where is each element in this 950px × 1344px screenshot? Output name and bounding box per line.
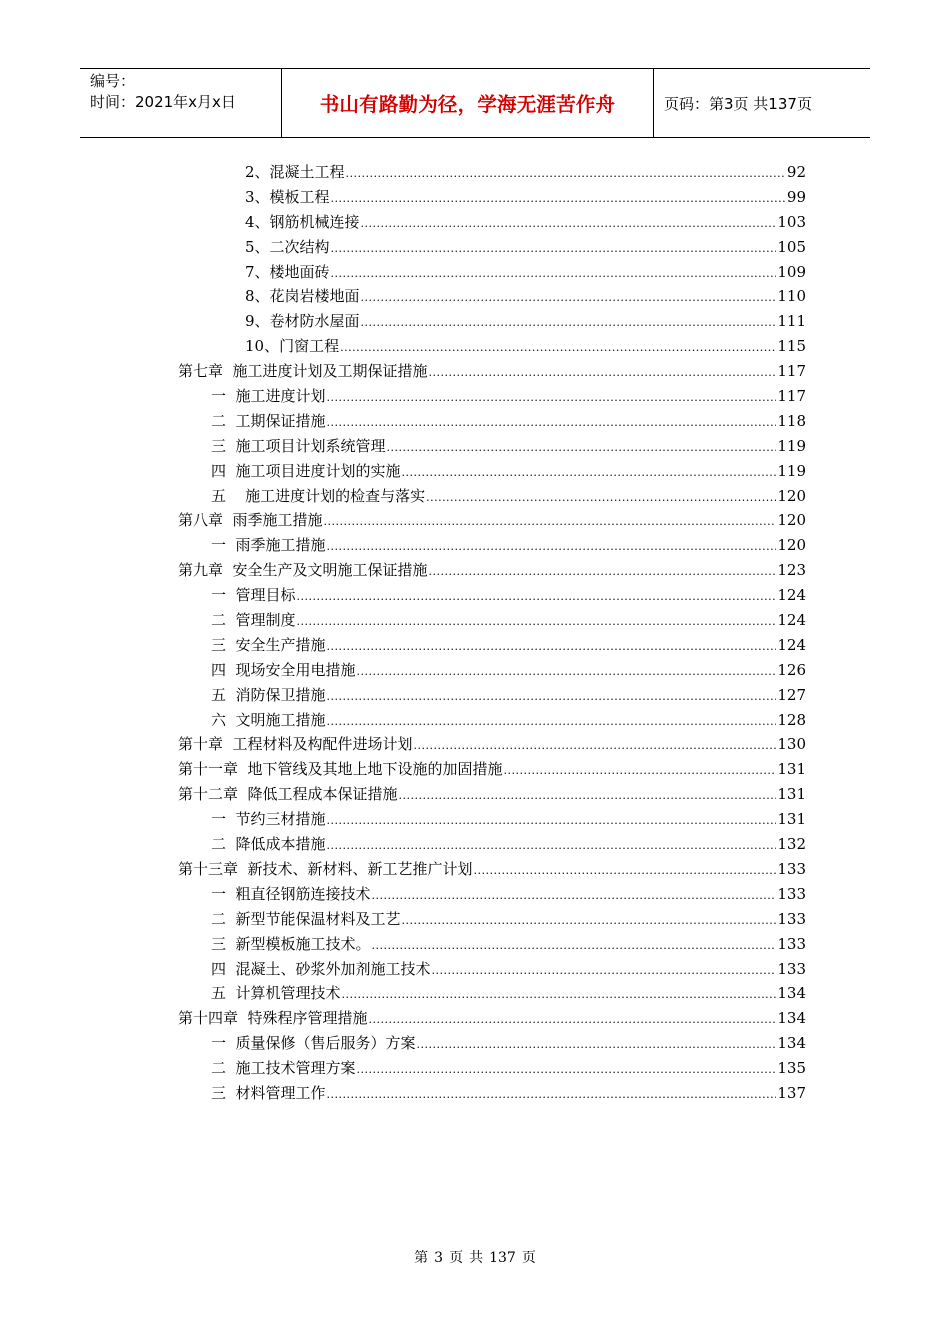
toc-entry-page: 117 — [777, 387, 806, 406]
toc-entry-page: 120 — [777, 486, 806, 505]
toc-entry[interactable] — [211, 932, 806, 959]
toc-entry[interactable] — [178, 508, 806, 535]
toc-leader-dots — [426, 486, 776, 511]
footer-total-prefix: 共 — [469, 1250, 484, 1266]
toc-leader-dots — [357, 660, 777, 685]
toc-leader-dots — [432, 959, 777, 984]
header-meta — [80, 69, 282, 137]
toc-entry-title: 7、楼地面砖 — [245, 262, 330, 281]
toc-entry[interactable] — [211, 409, 806, 436]
toc-leader-dots — [402, 461, 777, 486]
toc-entry-title: 第十四章 特殊程序管理措施 — [178, 1009, 368, 1028]
toc-row — [0, 210, 950, 235]
toc-entry[interactable] — [211, 882, 806, 909]
toc-leader-dots — [327, 710, 777, 735]
toc-entry-title: 9、卷材防水屋面 — [245, 312, 360, 331]
toc-row — [0, 907, 950, 932]
toc-entry-title: 二 管理制度 — [211, 611, 296, 630]
toc-leader-dots — [327, 635, 777, 660]
toc-leader-dots — [417, 1033, 777, 1058]
toc-row — [0, 1056, 950, 1081]
toc-entry[interactable] — [211, 583, 806, 610]
toc-leader-dots — [474, 859, 777, 884]
toc-row — [0, 957, 950, 982]
toc-row — [0, 1006, 950, 1031]
toc-entry-page: 135 — [777, 1059, 806, 1078]
toc-row — [0, 284, 950, 309]
toc-leader-dots — [327, 1083, 777, 1108]
toc-leader-dots — [331, 262, 777, 287]
toc-entry[interactable] — [211, 683, 806, 710]
toc-entry-page: 124 — [777, 611, 806, 630]
toc-row — [0, 235, 950, 260]
header-page-info: 页码：第3页 共137页 — [664, 94, 812, 113]
toc-leader-dots — [327, 411, 777, 436]
toc-leader-dots — [387, 436, 777, 461]
toc-entry-title: 二 施工技术管理方案 — [211, 1059, 356, 1078]
toc-row — [0, 484, 950, 509]
number-label: 编号： — [90, 72, 136, 90]
toc-leader-dots — [331, 237, 777, 262]
toc-leader-dots — [504, 759, 777, 784]
toc-leader-dots — [297, 610, 777, 635]
toc-leader-dots — [340, 336, 776, 361]
toc-entry[interactable] — [211, 832, 806, 859]
toc-entry-page: 124 — [777, 586, 806, 605]
toc-entry-title: 一 粗直径钢筋连接技术 — [211, 884, 371, 903]
footer-page-number: 3 — [434, 1250, 444, 1266]
toc-entry-page: 127 — [777, 685, 806, 704]
toc-entry-title: 10、门窗工程 — [245, 337, 340, 356]
toc-leader-dots — [327, 386, 777, 411]
toc-entry-page: 134 — [777, 1034, 806, 1053]
toc-entry-page: 130 — [777, 735, 806, 754]
toc-row — [0, 757, 950, 782]
toc-entry-page: 134 — [777, 1009, 806, 1028]
toc-entry-title: 第七章 施工进度计划及工期保证措施 — [178, 362, 428, 381]
toc-entry-title: 5、二次结构 — [245, 237, 330, 256]
toc-row — [0, 409, 950, 434]
toc-entry[interactable] — [211, 459, 806, 486]
toc-entry[interactable] — [211, 1056, 806, 1083]
toc-entry-title: 第十三章 新技术、新材料、新工艺推广计划 — [178, 859, 473, 878]
toc-row — [0, 981, 950, 1006]
toc-entry[interactable] — [211, 807, 806, 834]
toc-entry-page: 119 — [777, 436, 806, 455]
toc-entry-title: 五 施工进度计划的检查与落实 — [211, 486, 426, 505]
toc-leader-dots — [342, 983, 777, 1008]
toc-entry[interactable] — [211, 384, 806, 411]
toc-entry[interactable] — [211, 957, 806, 984]
document-header — [80, 68, 870, 138]
footer-mid: 页 — [449, 1250, 464, 1266]
toc-entry-page: 133 — [777, 884, 806, 903]
toc-entry-page: 132 — [777, 835, 806, 854]
toc-row — [0, 334, 950, 359]
toc-entry[interactable] — [178, 757, 806, 784]
toc-entry[interactable] — [211, 907, 806, 934]
toc-row — [0, 459, 950, 484]
toc-entry-title: 三 施工项目计划系统管理 — [211, 436, 386, 455]
toc-entry[interactable] — [211, 1081, 806, 1108]
toc-row — [0, 608, 950, 633]
toc-row — [0, 185, 950, 210]
toc-entry-title: 三 新型模板施工技术。 — [211, 934, 371, 953]
toc-row — [0, 309, 950, 334]
toc-row — [0, 359, 950, 384]
toc-leader-dots — [327, 535, 777, 560]
toc-leader-dots — [429, 560, 777, 585]
toc-row — [0, 832, 950, 857]
time-label: 时间：2021年x月x日 — [90, 93, 236, 111]
toc-entry-page: 117 — [777, 362, 806, 381]
toc-row — [0, 533, 950, 558]
toc-entry-title: 三 安全生产措施 — [211, 635, 326, 654]
toc-entry[interactable] — [211, 484, 806, 511]
toc-entry-title: 四 混凝土、砂浆外加剂施工技术 — [211, 959, 431, 978]
toc-entry-title: 五 计算机管理技术 — [211, 984, 341, 1003]
toc-entry-page: 103 — [777, 212, 806, 231]
toc-entry[interactable] — [211, 708, 806, 735]
toc-entry[interactable] — [211, 608, 806, 635]
toc-row — [0, 857, 950, 882]
toc-entry-title: 六 文明施工措施 — [211, 710, 326, 729]
toc-entry-title: 第十二章 降低工程成本保证措施 — [178, 785, 398, 804]
toc-leader-dots — [346, 162, 786, 187]
toc-row — [0, 558, 950, 583]
toc-entry[interactable] — [178, 732, 806, 759]
toc-entry[interactable] — [178, 857, 806, 884]
toc-leader-dots — [327, 685, 777, 710]
toc-entry-title: 一 管理目标 — [211, 586, 296, 605]
toc-entry-page: 133 — [777, 909, 806, 928]
toc-entry[interactable] — [178, 359, 806, 386]
toc-entry[interactable] — [245, 284, 806, 311]
toc-leader-dots — [327, 809, 777, 834]
toc-entry-page: 133 — [777, 859, 806, 878]
toc-entry-page: 119 — [777, 461, 806, 480]
toc-entry-page: 99 — [786, 187, 806, 206]
toc-entry-title: 三 材料管理工作 — [211, 1083, 326, 1102]
toc-leader-dots — [357, 1058, 777, 1083]
toc-entry[interactable] — [211, 658, 806, 685]
toc-row — [0, 384, 950, 409]
toc-entry-title: 四 现场安全用电措施 — [211, 660, 356, 679]
toc-entry-title: 第九章 安全生产及文明施工保证措施 — [178, 561, 428, 580]
toc-entry-page: 133 — [777, 934, 806, 953]
toc-entry-title: 4、钢筋机械连接 — [245, 212, 360, 231]
toc-row — [0, 583, 950, 608]
toc-leader-dots — [372, 934, 777, 959]
toc-leader-dots — [331, 187, 786, 212]
toc-row — [0, 160, 950, 185]
toc-row — [0, 683, 950, 708]
toc-row — [0, 782, 950, 807]
toc-entry-title: 8、花岗岩楼地面 — [245, 287, 360, 306]
toc-row — [0, 932, 950, 957]
toc-leader-dots — [361, 212, 777, 237]
toc-entry-title: 一 节约三材措施 — [211, 810, 326, 829]
toc-entry-page: 120 — [777, 536, 806, 555]
footer-total: 137 — [489, 1250, 516, 1266]
header-motto: 书山有路勤为径，学海无涯苦作舟 — [319, 93, 616, 116]
toc-entry-page: 110 — [777, 287, 806, 306]
toc-leader-dots — [324, 510, 777, 535]
toc-entry-title: 第八章 雨季施工措施 — [178, 511, 323, 530]
toc-entry-page: 115 — [777, 337, 806, 356]
toc-leader-dots — [372, 884, 777, 909]
toc-entry[interactable] — [245, 210, 806, 237]
toc-row — [0, 1081, 950, 1106]
page-footer — [0, 1247, 950, 1267]
toc-entry[interactable] — [178, 782, 806, 809]
toc-leader-dots — [361, 311, 777, 336]
toc-entry-title: 第十章 工程材料及构配件进场计划 — [178, 735, 413, 754]
toc-entry-title: 一 雨季施工措施 — [211, 536, 326, 555]
footer-suffix: 页 — [521, 1250, 536, 1266]
toc-leader-dots — [429, 361, 777, 386]
toc-row — [0, 508, 950, 533]
toc-entry-page: 111 — [777, 312, 806, 331]
toc-entry-page: 133 — [777, 959, 806, 978]
toc-leader-dots — [361, 286, 777, 311]
toc-entry-title: 一 质量保修（售后服务）方案 — [211, 1034, 416, 1053]
toc-entry[interactable] — [178, 1006, 806, 1033]
toc-leader-dots — [399, 784, 777, 809]
toc-row — [0, 1031, 950, 1056]
toc-entry[interactable] — [245, 185, 806, 212]
toc-entry-title: 二 工期保证措施 — [211, 411, 326, 430]
toc-entry-title: 3、模板工程 — [245, 187, 330, 206]
toc-entry-page: 118 — [777, 411, 806, 430]
toc-row — [0, 658, 950, 683]
toc-leader-dots — [402, 909, 777, 934]
toc-entry[interactable] — [178, 558, 806, 585]
toc-row — [0, 434, 950, 459]
toc-entry[interactable] — [211, 434, 806, 461]
toc-leader-dots — [369, 1008, 777, 1033]
toc-entry-page: 134 — [777, 984, 806, 1003]
toc-entry-title: 二 新型节能保温材料及工艺 — [211, 909, 401, 928]
toc-entry-page: 128 — [777, 710, 806, 729]
toc-entry-title: 二 降低成本措施 — [211, 835, 326, 854]
table-of-contents — [0, 160, 950, 1106]
toc-entry[interactable] — [211, 981, 806, 1008]
toc-row — [0, 633, 950, 658]
toc-leader-dots — [297, 585, 777, 610]
toc-leader-dots — [414, 734, 777, 759]
header-motto-cell — [282, 69, 654, 137]
toc-entry-title: 一 施工进度计划 — [211, 387, 326, 406]
toc-entry[interactable] — [245, 160, 806, 187]
toc-row — [0, 708, 950, 733]
toc-entry-page: 131 — [777, 760, 806, 779]
toc-entry-title: 2、混凝土工程 — [245, 163, 345, 181]
toc-entry-title: 第十一章 地下管线及其地上地下设施的加固措施 — [178, 760, 503, 779]
toc-entry-page: 126 — [777, 660, 806, 679]
toc-row — [0, 260, 950, 285]
toc-entry-page: 131 — [777, 785, 806, 804]
toc-entry-page: 124 — [777, 635, 806, 654]
toc-entry-page: 120 — [777, 511, 806, 530]
toc-entry-title: 四 施工项目进度计划的实施 — [211, 461, 401, 480]
toc-entry-page: 131 — [777, 810, 806, 829]
toc-entry[interactable] — [211, 633, 806, 660]
toc-entry[interactable] — [245, 235, 806, 262]
toc-entry[interactable] — [245, 309, 806, 336]
toc-entry[interactable] — [211, 533, 806, 560]
toc-row — [0, 807, 950, 832]
toc-row — [0, 882, 950, 907]
toc-leader-dots — [327, 834, 777, 859]
toc-entry-page: 92 — [786, 163, 806, 181]
toc-entry[interactable] — [211, 1031, 806, 1058]
footer-prefix: 第 — [414, 1250, 429, 1266]
toc-entry-page: 137 — [777, 1083, 806, 1102]
toc-entry-page: 123 — [777, 561, 806, 580]
toc-row — [0, 732, 950, 757]
toc-entry-title: 五 消防保卫措施 — [211, 685, 326, 704]
toc-entry-page: 109 — [777, 262, 806, 281]
toc-entry[interactable] — [245, 260, 806, 287]
toc-entry[interactable] — [245, 334, 806, 361]
toc-entry-page: 105 — [777, 237, 806, 256]
